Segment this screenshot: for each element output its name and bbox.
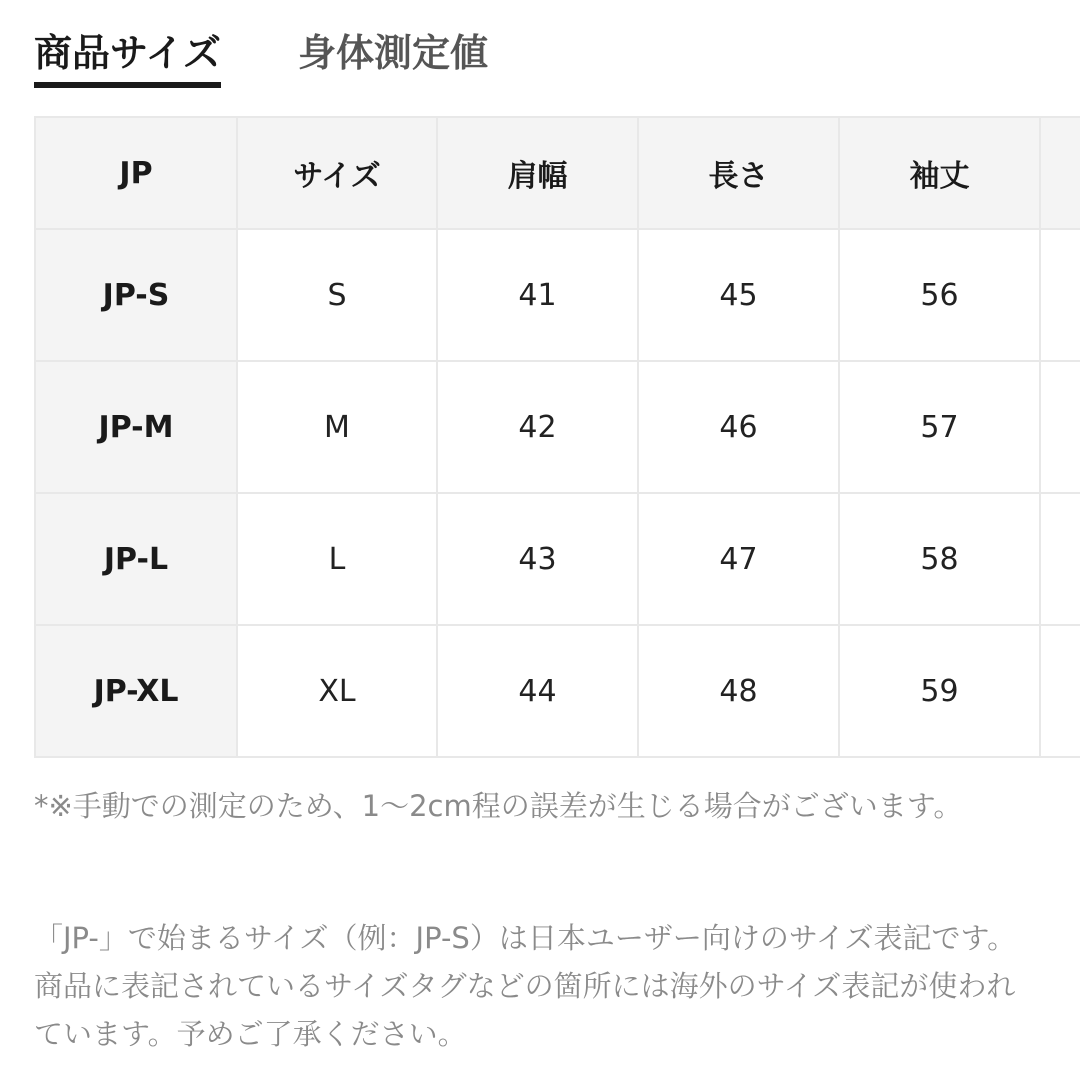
cell-length: 45: [639, 230, 840, 362]
tab-body-measurements[interactable]: 身体測定値: [298, 31, 489, 75]
cell-size: L: [238, 494, 438, 626]
cell-size: XL: [238, 626, 438, 758]
cell-jp-size: JP-M: [36, 362, 238, 494]
table-row: [36, 362, 1080, 494]
cell-sleeve-length: 57: [840, 362, 1041, 494]
cell-sleeve-length: 58: [840, 494, 1041, 626]
cell-jp-size: JP-S: [36, 230, 238, 362]
cell-overflow: [1041, 362, 1080, 494]
cell-jp-size: JP-L: [36, 494, 238, 626]
size-label-note: 「JP-」で始まるサイズ（例：JP-S）は日本ユーザー向けのサイズ表記です。商品に表記されているサイズタグなどの箇所には海外のサイズ表記が使われています。予めご了承ください。: [34, 921, 1017, 1051]
table-row: [36, 230, 1080, 362]
cell-size: M: [238, 362, 438, 494]
header-length: 長さ: [639, 118, 840, 230]
table-row: [36, 626, 1080, 758]
cell-length: 46: [639, 362, 840, 494]
tab-bar: [34, 28, 634, 86]
table-header-row: [36, 118, 1080, 230]
header-shoulder-width: 肩幅: [438, 118, 639, 230]
cell-overflow: [1041, 494, 1080, 626]
cell-shoulder-width: 43: [438, 494, 639, 626]
cell-overflow: [1041, 230, 1080, 362]
cell-sleeve-length: 56: [840, 230, 1041, 362]
cell-shoulder-width: 42: [438, 362, 639, 494]
cell-overflow: [1041, 626, 1080, 758]
header-jp: JP: [36, 118, 238, 230]
cell-length: 47: [639, 494, 840, 626]
cell-shoulder-width: 44: [438, 626, 639, 758]
cell-length: 48: [639, 626, 840, 758]
size-table: [34, 116, 1080, 758]
cell-shoulder-width: 41: [438, 230, 639, 362]
table-row: [36, 494, 1080, 626]
cell-size: S: [238, 230, 438, 362]
cell-sleeve-length: 59: [840, 626, 1041, 758]
header-size: サイズ: [238, 118, 438, 230]
measurement-error-note: *※手動での測定のため、1〜2cm程の誤差が生じる場合がございます。: [34, 789, 963, 823]
cell-jp-size: JP-XL: [36, 626, 238, 758]
header-overflow-cell: [1041, 118, 1080, 230]
tab-product-size[interactable]: 商品サイズ: [34, 28, 221, 78]
header-sleeve-length: 袖丈: [840, 118, 1041, 230]
